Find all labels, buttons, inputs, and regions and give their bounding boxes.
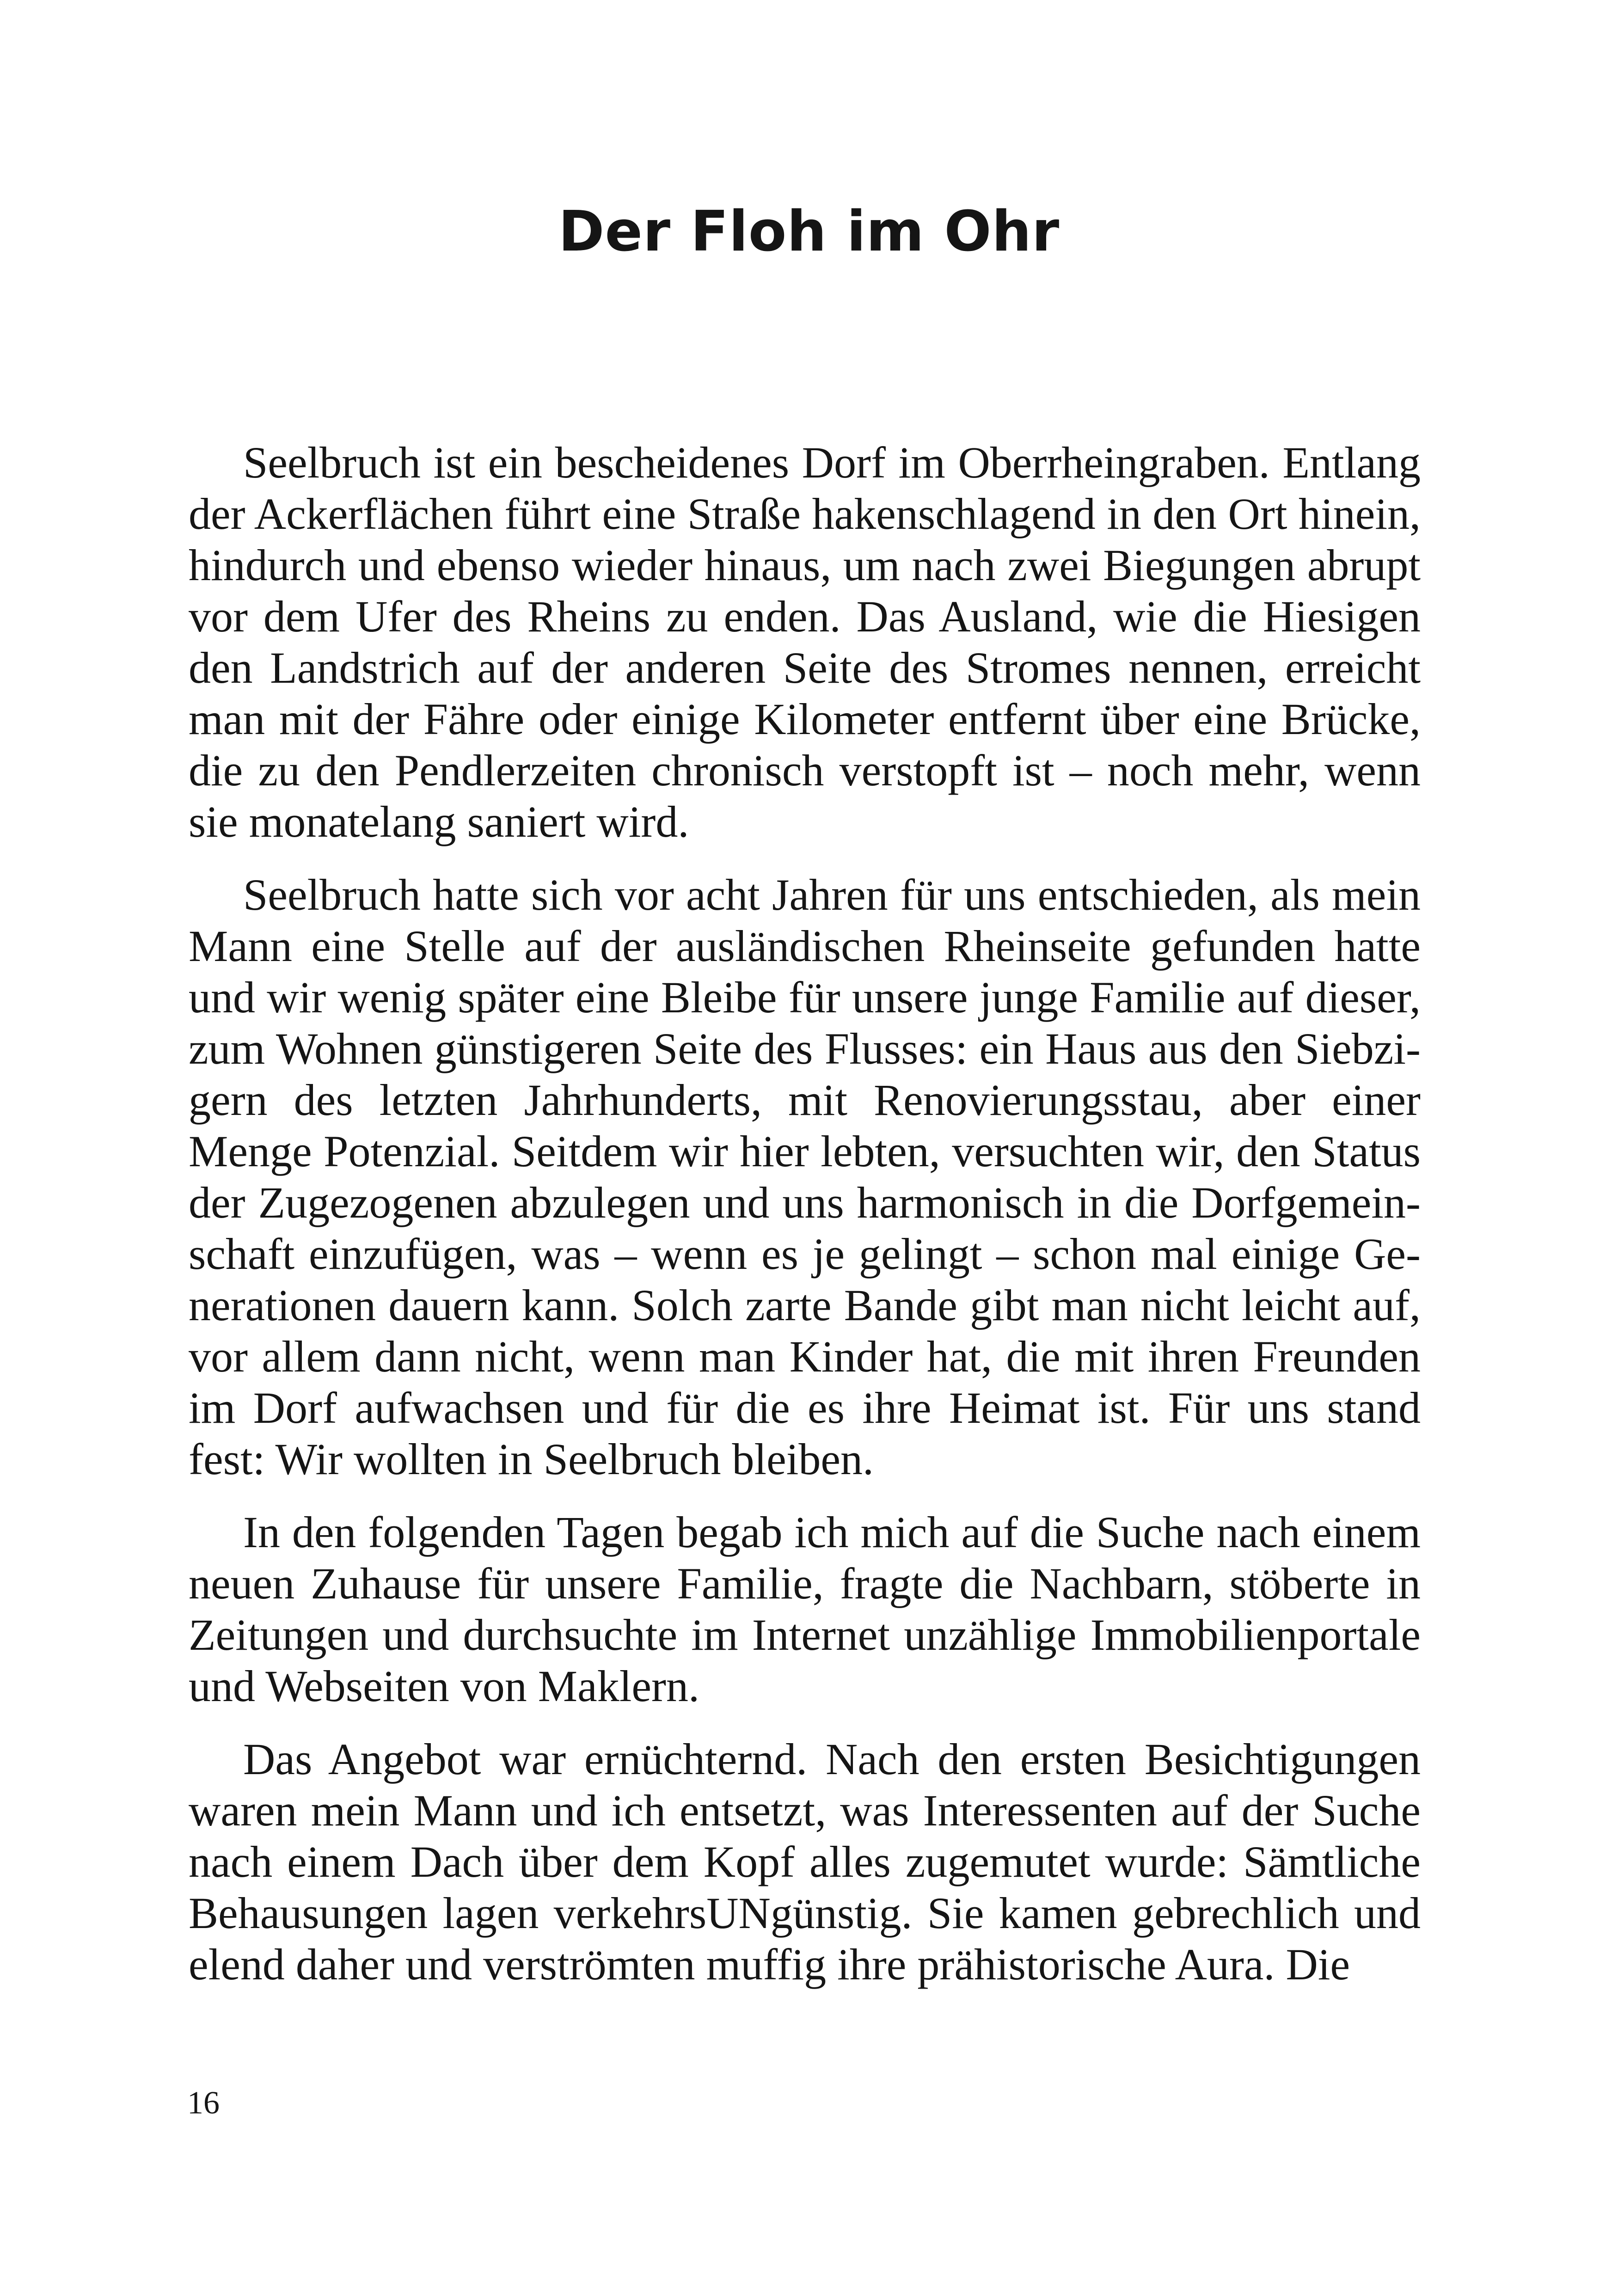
paragraph: In den folgenden Tagen begab ich mich auf die Suche nach einem neuen Zuhause für unsere Familie, fragte die Nachbarn, stöberte in Zeitungen und durchsuchte im Internet unzählige Immobilienportale und Webseiten von Maklern.	[189, 1507, 1421, 1711]
paragraph: Seelbruch hatte sich vor acht Jahren für uns entschieden, als mein Mann eine Stelle auf der ausländischen Rheinseite gefunden hatte und wir wenig später eine Bleibe für unsere junge Familie auf dieser, zum Wohnen günstigeren Seite des Flusses: ein Haus aus den Siebzigern des letzten Jahrhunderts, mit Renovierungsstau, aber einer Menge Potenzial. Seitdem wir hier lebten, versuchten wir, den Status der Zugezogenen abzulegen und uns harmonisch in die Dorfgemeinschaft einzufügen, was – wenn es je gelingt – schon mal einige Generationen dauern kann. Solch zarte Bande gibt man nicht leicht auf, vor allem dann nicht, wenn man Kinder hat, die mit ihren Freunden im Dorf aufwachsen und für die es ihre Heimat ist. Für uns stand fest: Wir wollten in Seelbruch bleiben.	[189, 870, 1421, 1484]
paragraph: Das Angebot war ernüchternd. Nach den ersten Besichtigungen waren mein Mann und ich entsetzt, was Interessenten auf der Suche nach einem Dach über dem Kopf alles zugemutet wurde: Sämtliche Behausungen lagen verkehrsUNgünstig. Sie kamen gebrechlich und elend daher und verströmten muffig ihre prähistorische Aura. Die	[189, 1734, 1421, 1989]
paragraph: Seelbruch ist ein bescheidenes Dorf im Oberrheingraben. Entlang der Ackerflächen führt eine Straße hakenschlagend in den Ort hinein, hindurch und ebenso wieder hinaus, um nach zwei Biegungen abrupt vor dem Ufer des Rheins zu enden. Das Ausland, wie die Hiesigen den Landstrich auf der anderen Seite des Stromes nennen, erreicht man mit der Fähre oder einige Kilometer entfernt über eine Brücke, die zu den Pendlerzeiten chronisch verstopft ist – noch mehr, wenn sie monatelang saniert wird.	[189, 438, 1421, 846]
page-number: 16	[187, 2085, 220, 2121]
body-text	[189, 437, 1421, 2012]
chapter-title: Der Floh im Ohr	[558, 200, 1060, 264]
